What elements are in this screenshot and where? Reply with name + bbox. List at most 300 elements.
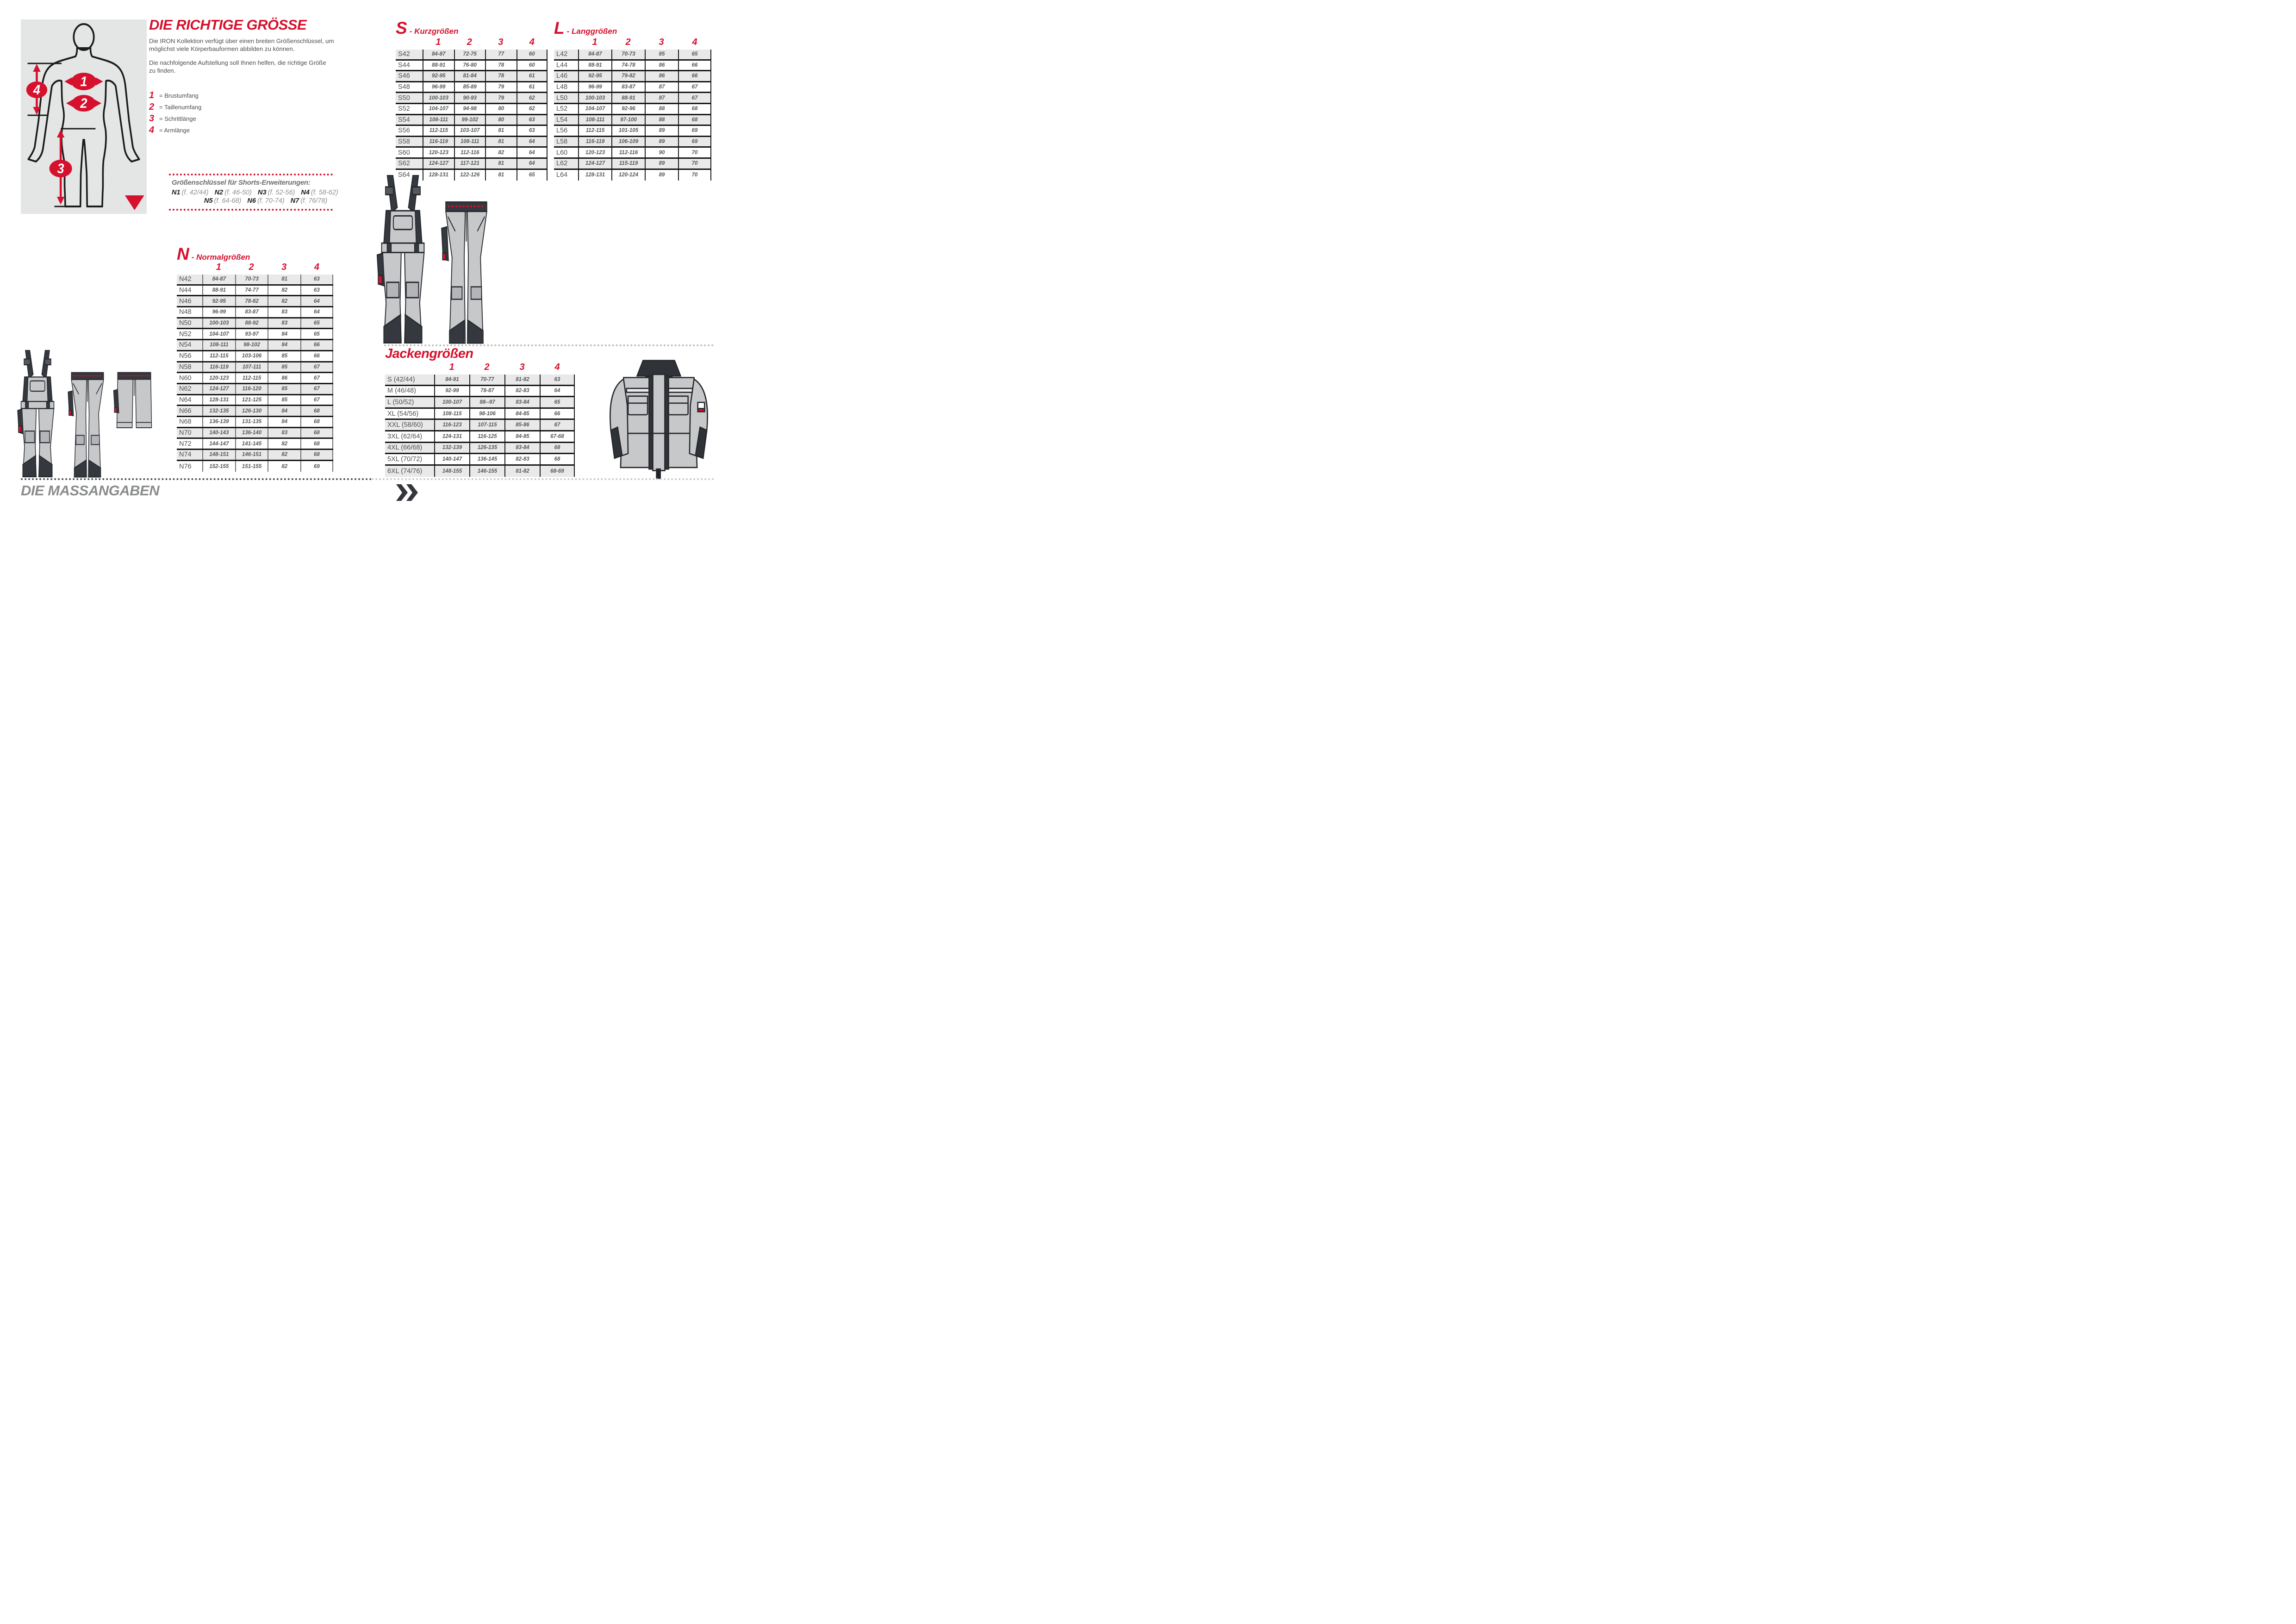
size-value: 108-111 (423, 115, 454, 125)
work-trousers-illustration (437, 199, 495, 345)
column-header-spacer (385, 362, 434, 373)
shorts-key-range: (f. 76/78) (300, 197, 328, 205)
size-value: 70 (678, 159, 711, 169)
size-value: 88 (645, 115, 678, 125)
table-row (177, 275, 333, 286)
size-label: N60 (179, 374, 192, 382)
size-value: 140-147 (434, 454, 469, 464)
size-value: 82 (485, 148, 516, 157)
size-value: 78 (485, 71, 516, 81)
column-header-3: 3 (498, 37, 504, 47)
jacket-size-table (385, 375, 575, 477)
size-value: 151-155 (235, 461, 268, 472)
size-value: 88-91 (578, 61, 611, 70)
size-label: S46 (398, 72, 410, 80)
size-value: 82-83 (504, 386, 540, 396)
column-header-spacer (177, 262, 202, 273)
size-value: 65 (678, 50, 711, 59)
waist-measure-arrow (66, 95, 101, 112)
size-label: N64 (179, 396, 192, 404)
size-value: 96-99 (578, 82, 611, 92)
size-value: 78 (485, 61, 516, 70)
measurement-legend (149, 90, 201, 136)
size-label: XL (54/56) (387, 410, 419, 418)
table-row (177, 307, 333, 319)
table-row (385, 443, 575, 455)
size-value: 89 (645, 170, 678, 181)
size-value: 96-99 (423, 82, 454, 92)
shorts-key-code: N2 (214, 189, 224, 196)
size-value: 115-119 (611, 159, 645, 169)
size-value: 82 (268, 461, 300, 472)
size-label: S62 (398, 160, 410, 168)
size-label: L50 (556, 94, 568, 102)
l-table-subtitle: - Langgrößen (566, 27, 617, 36)
size-label: 5XL (70/72) (387, 455, 423, 463)
size-value: 83 (268, 428, 300, 438)
shorts-key-entry-N7 (291, 197, 328, 205)
size-label: 4XL (66/68) (387, 444, 423, 452)
size-value: 128-131 (423, 170, 454, 181)
size-label: L52 (556, 105, 568, 113)
size-label: N58 (179, 363, 192, 371)
size-value: 100-107 (434, 397, 469, 407)
size-label: L54 (556, 116, 568, 124)
size-value: 81 (485, 126, 516, 136)
size-value: 84 (268, 340, 300, 350)
size-value: 132-135 (202, 406, 235, 416)
s-table-subtitle: - Kurzgrößen (409, 27, 459, 36)
size-value: 88-92 (235, 319, 268, 328)
shorts-key-code: N6 (247, 197, 256, 205)
jacket-table-column-headers (385, 362, 575, 373)
size-value: 112-115 (423, 126, 454, 136)
size-value: 82 (268, 450, 300, 460)
size-value: 67 (300, 384, 333, 394)
n-table-letter: N (177, 244, 189, 263)
size-label: N66 (179, 407, 192, 415)
size-value: 68 (678, 104, 711, 114)
column-header-1: 1 (436, 37, 441, 47)
size-value: 128-131 (202, 395, 235, 405)
column-header-spacer (396, 37, 423, 48)
table-row (177, 417, 333, 428)
size-value: 144-147 (202, 439, 235, 449)
s-table-title (396, 19, 458, 38)
size-value: 97-100 (611, 115, 645, 125)
size-value: 85 (268, 384, 300, 394)
size-value: 81 (485, 137, 516, 147)
l-table-column-headers (554, 37, 711, 48)
bib-overall-front-illustration (369, 175, 436, 345)
size-value: 108-111 (578, 115, 611, 125)
size-value: 72-75 (454, 50, 485, 59)
size-value: 140-143 (202, 428, 235, 438)
size-value: 81 (485, 170, 516, 181)
size-value: 93-97 (235, 329, 268, 339)
size-value: 146-155 (469, 466, 504, 477)
shorts-key-row-1 (172, 189, 338, 196)
size-value: 131-135 (235, 417, 268, 427)
table-row (396, 159, 548, 170)
svg-text:3: 3 (57, 161, 64, 177)
column-header-4: 4 (314, 262, 319, 272)
shorts-key-range: (f. 70-74) (257, 197, 285, 205)
shorts-key-code: N1 (172, 189, 180, 196)
size-value: 90-93 (454, 93, 485, 103)
size-value: 79 (485, 82, 516, 92)
size-value: 92-95 (423, 71, 454, 81)
size-value: 64 (540, 386, 575, 396)
size-label: L42 (556, 50, 568, 58)
size-label: S52 (398, 105, 410, 113)
table-row (177, 450, 333, 461)
size-value: 86 (645, 61, 678, 70)
size-value: 84-85 (504, 409, 540, 419)
table-row (177, 395, 333, 406)
size-value: 67 (300, 362, 333, 372)
size-value: 83 (268, 307, 300, 317)
shorts-key-range: (f. 64-68) (214, 197, 242, 205)
size-value: 62 (516, 93, 548, 103)
size-value: 68 (678, 115, 711, 125)
size-label: N48 (179, 308, 192, 316)
size-label: S50 (398, 94, 410, 102)
table-row (385, 409, 575, 420)
legend-item-2 (149, 101, 201, 113)
table-row (554, 170, 711, 181)
size-value: 88 (645, 104, 678, 114)
size-value: 99-102 (454, 115, 485, 125)
size-value: 89 (645, 137, 678, 147)
jacket-illustration (603, 357, 715, 481)
size-label: 3XL (62/64) (387, 432, 423, 440)
size-value: 68 (300, 450, 333, 460)
shorts-key-range: (f. 58-62) (311, 189, 338, 196)
shorts-key-code: N5 (204, 197, 213, 205)
table-row (396, 82, 548, 94)
size-value: 64 (516, 159, 548, 169)
table-row (554, 148, 711, 159)
size-value: 88-91 (611, 93, 645, 103)
size-label: S58 (398, 138, 410, 146)
size-value: 70 (678, 170, 711, 181)
table-row (396, 115, 548, 126)
red-triangle-marker (125, 195, 144, 210)
size-value: 62 (516, 104, 548, 114)
size-value: 126-135 (469, 443, 504, 453)
size-value: 120-124 (611, 170, 645, 181)
shorts-key-range: (f. 42/44) (181, 189, 209, 196)
size-value: 101-105 (611, 126, 645, 136)
size-value: 67-68 (540, 431, 575, 442)
size-value: 148-151 (202, 450, 235, 460)
size-value: 79 (485, 93, 516, 103)
size-value: 121-125 (235, 395, 268, 405)
size-value: 94-98 (454, 104, 485, 114)
table-row (177, 384, 333, 395)
shorts-key-entry-N1 (172, 189, 209, 196)
column-header-4: 4 (554, 362, 560, 372)
table-row (396, 104, 548, 115)
legend-label: = Brustumfang (159, 92, 199, 99)
size-value: 104-107 (202, 329, 235, 339)
size-label: L64 (556, 171, 568, 179)
body-figure-illustration (21, 19, 147, 214)
size-label: S42 (398, 50, 410, 58)
size-value: 85-89 (454, 82, 485, 92)
size-value: 98-106 (469, 409, 504, 419)
shorts-key-entry-N6 (247, 197, 284, 205)
size-value: 63 (516, 115, 548, 125)
size-value: 92-96 (611, 104, 645, 114)
table-row (396, 71, 548, 82)
size-value: 70-73 (235, 275, 268, 284)
size-value: 84 (268, 329, 300, 339)
size-value: 85 (268, 395, 300, 405)
size-label: L (50/52) (387, 398, 414, 406)
size-value: 65 (300, 319, 333, 328)
size-value: 88--97 (469, 397, 504, 407)
size-value: 98-102 (235, 340, 268, 350)
shorts-key-entry-N5 (204, 197, 241, 205)
size-value: 67 (300, 373, 333, 383)
column-header-4: 4 (529, 37, 535, 47)
table-row (177, 319, 333, 330)
size-value: 116-119 (423, 137, 454, 147)
size-value: 70-73 (611, 50, 645, 59)
size-value: 64 (516, 148, 548, 157)
size-value: 120-123 (578, 148, 611, 157)
footer-divider-right (372, 478, 714, 480)
size-value: 104-107 (423, 104, 454, 114)
size-value: 85-86 (504, 420, 540, 430)
intro-paragraph-2: Die nachfolgende Aufstellung soll Ihnen helfen, die richtige Größe zu finden. (149, 59, 326, 75)
svg-text:1: 1 (80, 74, 87, 90)
shorts-key-row-2 (204, 197, 330, 205)
size-label: N46 (179, 297, 192, 305)
size-value: 112-116 (454, 148, 485, 157)
next-page-chevrons-icon (396, 484, 419, 501)
size-value: 65 (516, 170, 548, 181)
table-row (396, 61, 548, 72)
table-row (177, 439, 333, 450)
size-value: 63 (300, 275, 333, 284)
size-value: 141-145 (235, 439, 268, 449)
s-table-column-headers (396, 37, 548, 48)
table-row (385, 431, 575, 443)
size-value: 83 (268, 319, 300, 328)
size-value: 66 (540, 409, 575, 419)
size-value: 88-91 (202, 286, 235, 295)
size-value: 81-82 (504, 466, 540, 477)
size-value: 83-87 (611, 82, 645, 92)
size-value: 100-103 (202, 319, 235, 328)
size-value: 69 (678, 126, 711, 136)
size-value: 128-131 (578, 170, 611, 181)
column-header-1: 1 (216, 262, 221, 272)
size-value: 61 (516, 82, 548, 92)
size-value: 60 (516, 50, 548, 59)
size-label: S44 (398, 61, 410, 69)
svg-text:2: 2 (80, 95, 87, 112)
table-row (385, 397, 575, 409)
size-label: M (46/48) (387, 387, 417, 395)
size-value: 60 (516, 61, 548, 70)
size-value: 82 (268, 439, 300, 449)
size-label: N52 (179, 330, 192, 338)
table-row (385, 375, 575, 386)
size-value: 116-119 (202, 362, 235, 372)
size-value: 64 (300, 296, 333, 306)
size-value: 148-155 (434, 466, 469, 477)
legend-label: = Taillenumfang (159, 104, 202, 111)
size-value: 112-115 (235, 373, 268, 383)
size-label: S48 (398, 83, 410, 91)
footer-divider-left (21, 478, 372, 480)
size-guide-page (0, 0, 716, 506)
size-value: 67 (540, 420, 575, 430)
column-header-spacer (554, 37, 578, 48)
table-row (554, 82, 711, 94)
column-header-2: 2 (467, 37, 472, 47)
body-measurement-diagram (21, 19, 147, 214)
column-header-3: 3 (281, 262, 287, 272)
size-value: 68 (540, 454, 575, 464)
size-value: 126-130 (235, 406, 268, 416)
size-value: 66 (300, 351, 333, 361)
size-value: 79-82 (611, 71, 645, 81)
size-value: 68-69 (540, 466, 575, 477)
table-row (554, 61, 711, 72)
footer-title: DIE MASSANGABEN (21, 482, 160, 499)
size-value: 80 (485, 104, 516, 114)
size-value: 136-145 (469, 454, 504, 464)
size-value: 132-139 (434, 443, 469, 453)
size-label: S (42/44) (387, 375, 415, 383)
size-value: 83-84 (504, 443, 540, 453)
column-header-2: 2 (484, 362, 490, 372)
column-header-2: 2 (249, 262, 254, 272)
size-value: 107-111 (235, 362, 268, 372)
table-row (396, 93, 548, 104)
size-value: 82-83 (504, 454, 540, 464)
size-value: 68 (300, 439, 333, 449)
size-label: L56 (556, 127, 568, 135)
size-value: 70 (678, 148, 711, 157)
size-value: 68 (540, 443, 575, 453)
size-value: 74-78 (611, 61, 645, 70)
size-label: S64 (398, 171, 410, 179)
size-value: 103-107 (454, 126, 485, 136)
size-value: 84-87 (202, 275, 235, 284)
intro-paragraph-1: Die IRON Kollektion verfügt über einen breiten Größenschlüssel, um möglichst viele Körperbauformen abbilden zu können. (149, 37, 334, 53)
size-value: 136-140 (235, 428, 268, 438)
table-row (396, 148, 548, 159)
size-value: 120-123 (423, 148, 454, 157)
size-value: 66 (678, 61, 711, 70)
size-value: 112-115 (202, 351, 235, 361)
size-value: 82 (268, 286, 300, 295)
size-value: 85 (268, 362, 300, 372)
trousers-small-illustration (65, 370, 110, 479)
size-value: 90 (645, 148, 678, 157)
table-row (177, 296, 333, 307)
table-row (385, 386, 575, 398)
column-header-1: 1 (592, 37, 597, 47)
size-value: 84 (268, 406, 300, 416)
size-value: 67 (300, 395, 333, 405)
shorts-illustration (112, 370, 156, 431)
size-value: 124-131 (434, 431, 469, 442)
n-table-title (177, 244, 250, 264)
size-value: 83-87 (235, 307, 268, 317)
shorts-key-entry-N4 (301, 189, 338, 196)
size-value: 116-123 (434, 420, 469, 430)
size-label: N54 (179, 341, 192, 349)
size-value: 84-87 (578, 50, 611, 59)
size-value: 84-91 (434, 375, 469, 385)
chest-measure-arrow (64, 73, 103, 90)
shorts-key-entry-N2 (215, 189, 252, 196)
size-value: 84-85 (504, 431, 540, 442)
size-value: 87 (645, 82, 678, 92)
size-label: N74 (179, 451, 192, 459)
l-table-letter: L (554, 19, 564, 37)
size-label: N50 (179, 319, 192, 327)
size-label: L46 (556, 72, 568, 80)
size-value: 100-103 (578, 93, 611, 103)
legend-number: 4 (149, 125, 155, 135)
size-value: 64 (300, 307, 333, 317)
size-value: 84-87 (423, 50, 454, 59)
size-value: 116-120 (235, 384, 268, 394)
size-value: 108-111 (454, 137, 485, 147)
size-label: S56 (398, 127, 410, 135)
legend-number: 2 (149, 102, 155, 112)
size-value: 117-121 (454, 159, 485, 169)
size-value: 81-84 (454, 71, 485, 81)
table-row (177, 329, 333, 340)
size-value: 78-87 (469, 386, 504, 396)
legend-number: 3 (149, 113, 155, 124)
size-value: 124-127 (202, 384, 235, 394)
size-value: 152-155 (202, 461, 235, 472)
page-title: DIE RICHTIGE GRÖSSE (149, 17, 307, 33)
size-value: 92-95 (202, 296, 235, 306)
table-row (396, 137, 548, 148)
size-value: 80 (485, 115, 516, 125)
size-value: 64 (516, 137, 548, 147)
size-label: L48 (556, 83, 568, 91)
size-value: 69 (300, 461, 333, 472)
size-value: 103-106 (235, 351, 268, 361)
size-value: 82 (268, 296, 300, 306)
shorts-size-key-box (169, 174, 338, 211)
size-label: N56 (179, 352, 192, 360)
legend-item-1 (149, 90, 201, 101)
size-label: L44 (556, 61, 568, 69)
table-row (177, 461, 333, 472)
size-value: 67 (678, 93, 711, 103)
shorts-key-code: N3 (257, 189, 267, 196)
table-row (177, 373, 333, 384)
table-row (396, 126, 548, 137)
size-value: 120-123 (202, 373, 235, 383)
size-value: 122-126 (454, 170, 485, 181)
size-value: 68 (300, 406, 333, 416)
leg-measure-arrow (50, 129, 96, 206)
